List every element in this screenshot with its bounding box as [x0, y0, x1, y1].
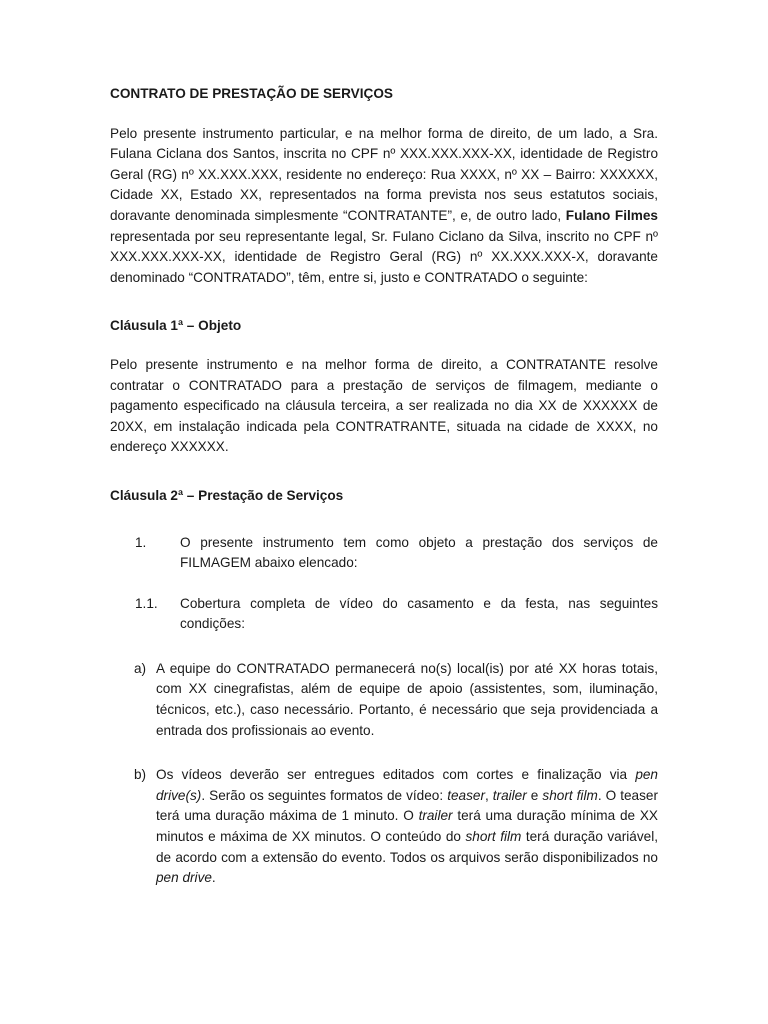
list-marker: 1.1.	[135, 595, 158, 611]
clause2-item-a	[110, 659, 658, 741]
intro-company-name: Fulano Filmes	[565, 207, 658, 223]
list-marker: a)	[134, 660, 147, 676]
text-run: . Serão os seguintes formatos de vídeo:	[201, 787, 448, 803]
list-marker: b)	[134, 767, 147, 783]
text-run: . O teaser terá uma duração máxima de 1 minuto. O	[156, 787, 659, 824]
text-run: Os vídeos deverão ser entregues editados com cortes e finalização via	[156, 767, 636, 783]
text-run: ,	[484, 787, 493, 803]
document-body	[110, 84, 658, 889]
document-title: CONTRATO DE PRESTAÇÃO DE SERVIÇOS	[110, 86, 393, 101]
list-item-text: Cobertura completa de vídeo do casamento e da festa, nas seguintes condições:	[180, 595, 658, 632]
clause1-paragraph: Pelo presente instrumento e na melhor forma de direito, a CONTRATANTE resolve contratar o CONTRATADO para a prestação de serviços de filmagem, mediante o pagamento especificado na cláusula terceira, a ser realizada no dia XX de XXXXXX de 20XX, em instalação indicada pela CONTRATRANTE, situada na cidade de XXXX, no endereço XXXXXX.	[110, 356, 658, 455]
clause2-item-1	[135, 533, 658, 574]
italic-run: trailer	[418, 808, 453, 824]
text-run: terá duração variável, de acordo com a extensão do evento. Todos os arquivos serão disponibilizados no	[156, 829, 659, 865]
italic-run: pen drive	[156, 870, 212, 886]
italic-run: pen drive(s)	[156, 767, 658, 803]
list-item-text: A equipe do CONTRATADO permanecerá no(s) local(is) por até XX horas totais, com XX cinegrafistas, além de equipe de apoio (assistentes, som, iluminação, técnicos, etc.), caso necessário. Portanto, é necessário que seja providenciada a entrada dos profissionais ao evento.	[156, 660, 658, 738]
intro-text-2: representada por seu representante legal, Sr. Fulano Ciclano da Silva, inscrito no CPF nº XXX.XXX.XXX-XX, identidade de Registro Geral (RG) nº XX.XXX.XXX-X, doravante denominado “CONTRATADO”, têm, entre si, justo e CONTRATADO o seguinte:	[110, 228, 658, 285]
italic-run: teaser	[447, 787, 485, 803]
text-run: terá uma duração mínima de XX minutos e máxima de XX minutos. O conteúdo do	[156, 808, 658, 845]
intro-text-1: Pelo presente instrumento particular, e na melhor forma de direito, de um lado, a Sra. Fulana Ciclana dos Santos, inscrita no CPF nº XXX.XXX.XXX-XX, identidade de Registro Geral (RG) nº XX.XXX.XXX, residente no endereço: Rua XXXX, nº XX – Bairro: XXXXXX, Cidade XX, Estado XX, representados na forma prevista nos seus estatutos sociais, doravante denominada simplesmente “CONTRATANTE”, e, de outro lado,	[110, 125, 658, 223]
clause2-heading: Cláusula 2ª – Prestação de Serviços	[110, 487, 344, 503]
italic-run: short film	[542, 787, 598, 803]
text-run: e	[526, 787, 543, 803]
clause2-item-1-1	[135, 594, 658, 635]
italic-run: short film	[465, 829, 522, 845]
list-marker: 1.	[135, 534, 147, 550]
italic-run: trailer	[492, 787, 527, 803]
list-item-text: O presente instrumento tem como objeto a prestação dos serviços de FILMAGEM abaixo elencado:	[180, 534, 658, 571]
text-run: .	[211, 870, 216, 886]
clause1-heading: Cláusula 1ª – Objeto	[110, 318, 242, 334]
intro-paragraph	[110, 124, 658, 289]
clause2-item-b	[110, 765, 658, 889]
